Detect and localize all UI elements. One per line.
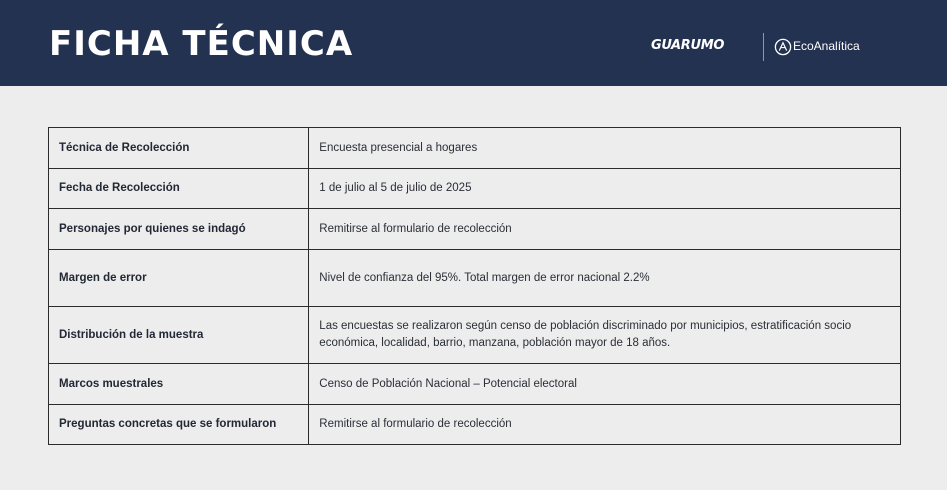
row-value: Censo de Población Nacional – Potencial electoral (309, 364, 901, 405)
row-label: Fecha de Recolección (49, 169, 309, 209)
row-label: Marcos muestrales (49, 364, 309, 405)
row-value: Encuesta presencial a hogares (309, 128, 901, 169)
logo-divider (763, 33, 764, 61)
row-value: Remitirse al formulario de recolección (309, 405, 901, 445)
header-bar (0, 0, 947, 86)
table-row (49, 250, 901, 307)
page-title: FICHA TÉCNICA (49, 24, 354, 64)
ecoanalitica-logo-text: EcoAnalítica (793, 39, 860, 53)
guarumo-logo: GUARUMO (651, 38, 725, 53)
row-label: Preguntas concretas que se formularon (49, 405, 309, 445)
table-row (49, 364, 901, 405)
row-value: Las encuestas se realizaron según censo de población discriminado por municipios, estratificación socio económica, localidad, barrio, manzana, población mayor de 18 años. (309, 307, 901, 364)
table-row (49, 209, 901, 250)
row-label: Personajes por quienes se indagó (49, 209, 309, 250)
table-row (49, 169, 901, 209)
table-row (49, 128, 901, 169)
ecoanalitica-logo-icon (774, 38, 792, 56)
row-value: Remitirse al formulario de recolección (309, 209, 901, 250)
row-value: 1 de julio al 5 de julio de 2025 (309, 169, 901, 209)
row-label: Distribución de la muestra (49, 307, 309, 364)
technical-sheet-table (48, 127, 901, 445)
row-label: Técnica de Recolección (49, 128, 309, 169)
table-row (49, 307, 901, 364)
table-row (49, 405, 901, 445)
row-value: Nivel de confianza del 95%. Total margen de error nacional 2.2% (309, 250, 901, 307)
row-label: Margen de error (49, 250, 309, 307)
